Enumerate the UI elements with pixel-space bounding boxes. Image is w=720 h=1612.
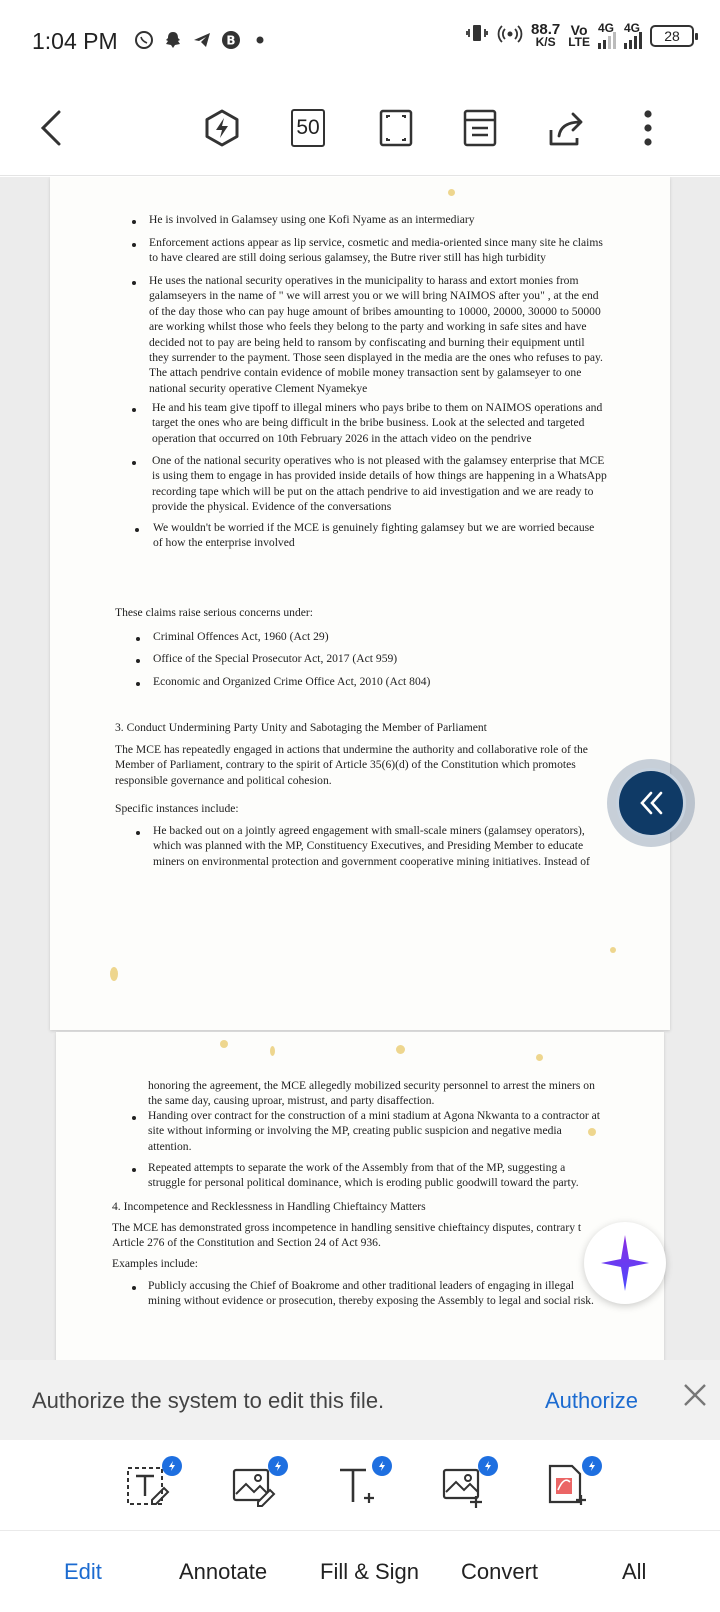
premium-lightning-badge-icon xyxy=(372,1456,392,1476)
status-bar xyxy=(0,0,720,82)
edit-text-tool[interactable] xyxy=(124,1460,184,1516)
page-stain xyxy=(110,967,118,981)
top-toolbar xyxy=(0,82,720,176)
document-view-icon xyxy=(462,108,498,148)
bullet-dot xyxy=(132,1168,136,1172)
close-banner-button[interactable] xyxy=(680,1380,710,1410)
authorize-banner xyxy=(0,1360,720,1440)
bullet-item: We wouldn't be worried if the MCE is genuinely fighting galamsey but we are worried because of how the enterprise involved xyxy=(153,521,595,550)
snapchat-icon xyxy=(163,30,183,50)
add-image-tool[interactable] xyxy=(440,1460,500,1516)
section-4-heading: 4. Incompetence and Recklessness in Handling Chieftaincy Matters xyxy=(112,1200,426,1213)
bullet-item: He uses the national security operatives in the municipality to harass and extort monies from galamseyers in the name of " we will arrest you or we will bring NAIMOS after you" , at the end of the day those who can pay huge amount of bribes amounting to 10000, 20000, 30000 to 50000 are working whilst those who feels they belong to the party and working in safe sites and have decided not to pay are being held to ransom by confiscating and burning their equipment until they surrender to the payment. Those seen displayed in the media are the ones who refuses to pay. The attach pendrive contain evidence of mobile money transaction sent by galamseyer to one national security operative Clement Nyamekye xyxy=(149,274,603,395)
ai-assistant-button[interactable] xyxy=(584,1222,666,1304)
document-page-2 xyxy=(56,1032,664,1360)
chevron-left-icon xyxy=(35,108,65,148)
edit-tools-row xyxy=(0,1440,720,1528)
premium-button[interactable] xyxy=(196,102,248,154)
back-button[interactable] xyxy=(24,102,76,154)
lightning-hexagon-icon xyxy=(202,108,242,148)
fullscreen-button[interactable] xyxy=(370,102,422,154)
bullet-dot xyxy=(132,408,136,412)
bullet-item: Handing over contract for the construction of a mini stadium at Agona Nkwanta to a contractor at site without informing or involving the MP, creating public suspicion and negative media attention. xyxy=(148,1109,601,1153)
status-right xyxy=(465,22,694,49)
bullet-dot xyxy=(135,528,139,532)
bullet-item: Publicly accusing the Chief of Boakrome and other traditional leaders of engaging in illegal mining without evidence or prosecution, thereby exposing the Assembly to legal and social risk. xyxy=(148,1279,594,1308)
document-viewer[interactable] xyxy=(0,177,720,1360)
more-vertical-icon xyxy=(641,106,655,150)
hotspot-icon xyxy=(497,22,523,49)
add-text-tool[interactable] xyxy=(334,1460,394,1516)
more-options-button[interactable] xyxy=(622,102,674,154)
bullet-dot xyxy=(132,281,136,285)
telegram-icon xyxy=(192,30,212,50)
page-stain xyxy=(610,947,616,953)
svg-text:B: B xyxy=(226,33,236,48)
tab-all[interactable]: All xyxy=(622,1559,647,1584)
network-speed: 88.7 K/S xyxy=(531,20,561,49)
bottom-tab-bar xyxy=(0,1530,720,1612)
tab-edit[interactable]: Edit xyxy=(64,1559,102,1584)
bullet-item: He backed out on a jointly agreed engagement with small-scale miners (galamsey operators), which was planned with the MP, Constituency Executives, and Presiding Member to educate miners on environmental protection and government cooperative mining initiatives. Instead of xyxy=(153,824,590,868)
examples-intro: Examples include: xyxy=(112,1257,198,1270)
act-item: Office of the Special Prosecutor Act, 2017 (Act 959) xyxy=(153,652,398,665)
fullscreen-icon xyxy=(378,108,414,148)
double-chevron-left-icon xyxy=(616,768,686,838)
authorize-message: Authorize the system to edit this file. xyxy=(32,1388,385,1413)
bullet-item: One of the national security operatives who is not pleased with the galamsey enterprise that MCE is using them to engage in has provided inside details of how things are happening in a WhatsApp recording tape which will be put on the attach pendrive to aid investigation and we are ready to provide the physical. Evidence of the conversations xyxy=(152,454,607,514)
act-item: Criminal Offences Act, 1960 (Act 29) xyxy=(153,630,329,643)
bullet-dot xyxy=(132,243,136,247)
tab-fill-sign[interactable]: Fill & Sign xyxy=(320,1559,420,1584)
bullet-dot xyxy=(132,220,136,224)
signal-2-icon: 4G xyxy=(624,23,642,49)
instances-intro: Specific instances include: xyxy=(115,802,239,815)
authorize-button[interactable]: Authorize xyxy=(545,1388,638,1413)
page-stain xyxy=(396,1045,405,1054)
reading-mode-button[interactable] xyxy=(454,102,506,154)
section-3-heading: 3. Conduct Undermining Party Unity and Sabotaging the Member of Parliament xyxy=(115,721,487,734)
bullet-dot xyxy=(136,659,140,663)
page-icon: 50 xyxy=(291,109,325,147)
premium-lightning-badge-icon xyxy=(162,1456,182,1476)
section-3-body: The MCE has repeatedly engaged in actions that undermine the authority and collaborative role of the Member of Parliament, contrary to the spirit of Article 35(6)(d) of the Constitution which promotes responsible governance and political cohesion. xyxy=(115,743,588,787)
document-page-1 xyxy=(50,177,670,1030)
page-stain xyxy=(536,1054,543,1061)
continued-text: honoring the agreement, the MCE allegedly mobilized security personnel to arrest the miners on the same day, causing uproar, mistrust, and party disaffection. xyxy=(148,1079,595,1108)
whatsapp-icon xyxy=(134,30,154,50)
act-item: Economic and Organized Crime Office Act, 2010 (Act 804) xyxy=(153,675,431,688)
vibrate-icon xyxy=(465,22,489,49)
share-button[interactable] xyxy=(540,102,592,154)
notification-icons xyxy=(134,30,270,50)
premium-lightning-badge-icon xyxy=(478,1456,498,1476)
edit-image-tool[interactable] xyxy=(230,1460,290,1516)
bullet-item: Repeated attempts to separate the work of the Assembly from that of the MP, suggesting a struggle for personal political dominance, which is eroding public goodwill toward the party. xyxy=(148,1161,579,1190)
collapse-panel-button[interactable] xyxy=(607,759,695,847)
bullet-dot xyxy=(136,831,140,835)
premium-lightning-badge-icon xyxy=(268,1456,288,1476)
bullet-dot xyxy=(136,637,140,641)
bullet-item: Enforcement actions appear as lip service, cosmetic and media-oriented since many site he claims to have cleared are still doing serious galamsey, the Butre river still has high turbidity xyxy=(149,236,603,265)
page-count-button[interactable] xyxy=(282,102,334,154)
tab-convert[interactable]: Convert xyxy=(461,1559,539,1584)
bullet-dot xyxy=(132,1116,136,1120)
signal-1-icon: 4G xyxy=(598,23,616,49)
ai-sparkle-icon xyxy=(599,1233,651,1293)
bullet-item: He is involved in Galamsey using one Kofi Nyame as an intermediary xyxy=(149,213,475,226)
add-pdf-page-tool[interactable] xyxy=(544,1460,604,1516)
claims-intro: These claims raise serious concerns under: xyxy=(115,606,313,619)
more-notifications-dot-icon xyxy=(250,30,270,50)
tab-annotate[interactable]: Annotate xyxy=(179,1559,268,1584)
bullet-dot xyxy=(132,461,136,465)
section-4-body: The MCE has demonstrated gross incompetence in handling sensitive chieftaincy disputes, contrary t Article 276 of the Constitution and Section 24 of Act 936. xyxy=(112,1221,582,1250)
page-stain xyxy=(448,189,455,196)
b-app-icon xyxy=(221,30,241,50)
bullet-dot xyxy=(136,682,140,686)
bullet-dot xyxy=(132,1286,136,1290)
battery-indicator: 28 xyxy=(650,25,694,47)
volte-indicator: Vo LTE xyxy=(568,21,590,49)
premium-lightning-badge-icon xyxy=(582,1456,602,1476)
status-time: 1:04 PM xyxy=(32,28,118,54)
bullet-item: He and his team give tipoff to illegal miners who pays bribe to them on NAIMOS operations and target the ones who are being difficult in the bribe business. Look at the selected and targeted operation that occurred on 10th February 2026 in the attach video on the pendrive xyxy=(152,401,603,445)
page-stain xyxy=(220,1040,228,1048)
share-icon xyxy=(545,108,587,148)
close-icon xyxy=(680,1380,710,1410)
page-stain xyxy=(270,1046,275,1056)
